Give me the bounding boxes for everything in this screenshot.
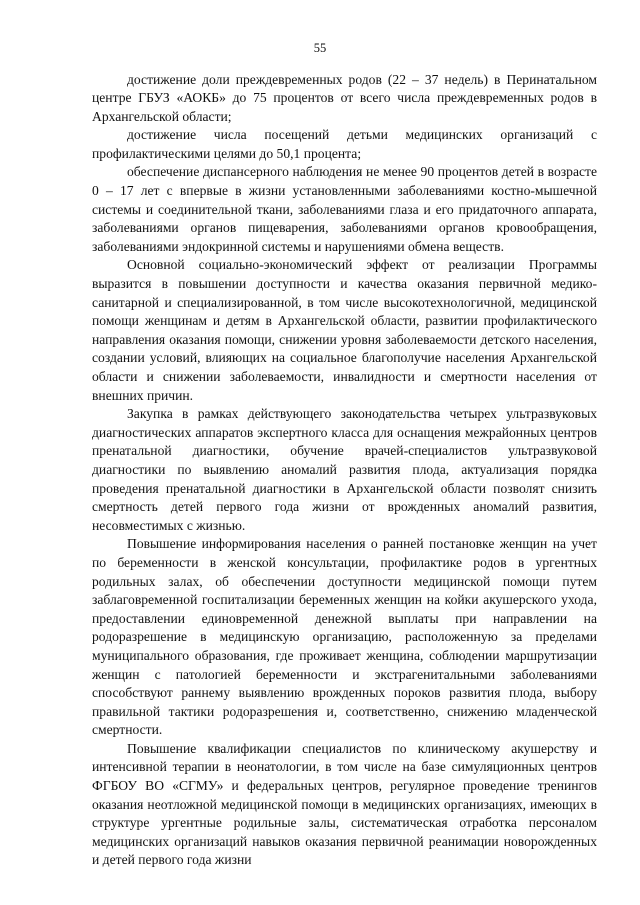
paragraph-preventive-visits: достижение числа посещений детьми медицинских организаций с профилактическими целями до 50,1 процента; xyxy=(92,127,597,161)
paragraph-preterm-births: достижение доли преждевременных родов (22 – 37 недель) в Перинатальном центре ГБУЗ «АОКБ» до 75 процентов от всего числа преждевременных родов в Архангельской области; xyxy=(92,71,597,124)
page-number: 55 xyxy=(313,41,327,55)
paragraph-dispensary-observation: обеспечение диспансерного наблюдения не менее 90 процентов детей в возрасте 0 – 17 лет с впервые в жизни установленными заболеваниями костно-мышечной системы и соединительной ткани, заболеваниями глаза и его придаточного аппарата, заболеваниями органов пищеварения, заболеваниями органов кровообращения, заболеваниями эндокринной системы и нарушениями обмена веществ. xyxy=(92,164,597,254)
paragraph-ultrasound-procurement: Закупка в рамках действующего законодательства четырех ультразвуковых диагностических аппаратов экспертного класса для оснащения межрайонных центров пренатальной диагностики, обучение врачей-специалистов ультразвуковой диагностики по выявлению аномалий развития плода, актуализация порядка проведения пренатальной диагностики в Архангельской области позволят снизить смертность детей первого года жизни от врожденных аномалий развития, несовместимых с жизнью. xyxy=(92,406,597,533)
paragraph-population-awareness: Повышение информирования населения о ранней постановке женщин на учет по беременности в женской консультации, профилактике родов в ургентных родильных залах, об обеспечении доступности медицинской помощи путем заблаговременной госпитализации беременных женщин на койки акушерского ухода, предоставлении единовременной денежной выплаты при направлении на родоразрешение в медицинскую организацию, расположенную за пределами муниципального образования, где проживает женщина, соблюдении маршрутизации женщин с патологией беременности и экстрагенитальными заболеваниями способствуют раннему выявлению врожденных пороков развития плода, выбору правильной тактики родоразрешения и, соответственно, снижению младенческой смертности. xyxy=(92,536,597,738)
body-text xyxy=(92,71,597,871)
paragraph-specialist-training: Повышение квалификации специалистов по клиническому акушерству и интенсивной терапии в неонатологии, в том числе на базе симуляционных центров ФГБОУ ВО «СГМУ» и федеральных центров, регулярное проведение тренингов оказания неотложной медицинской помощи в медицинских организациях, имеющих в структуре ургентные родильные залы, систематическая отработка персоналом медицинских организаций навыков оказания первичной реанимации новорожденных и детей первого года жизни xyxy=(92,740,597,868)
paragraph-socioeconomic-effect: Основной социально-экономический эффект от реализации Программы выразится в повышении доступности и качества оказания первичной медико-санитарной и специализированной, в том числе высокотехнологичной, медицинской помощи женщинам и детям в Архангельской области, развитии профилактического направления оказания помощи, снижении уровня заболеваемости детского населения, создании условий, влияющих на социальное благополучие населения Архангельской области и снижении заболеваемости, инвалидности и смертности населения от внешних причин. xyxy=(92,257,597,403)
